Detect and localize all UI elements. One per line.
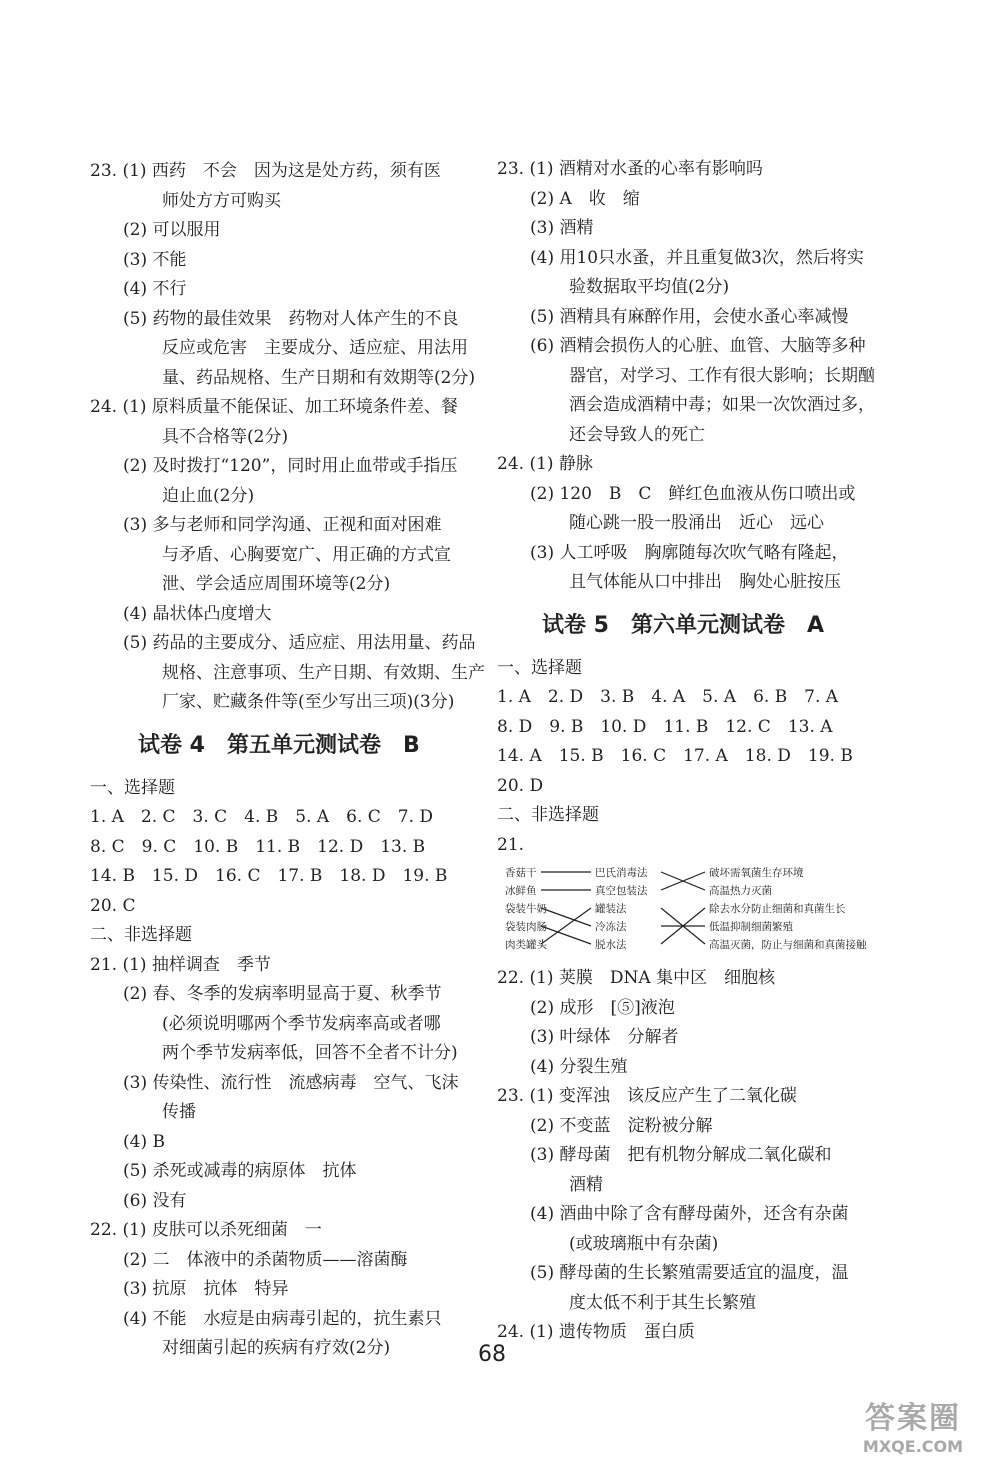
watermark bbox=[838, 1393, 988, 1456]
answer-line: (3) 抗原 抗体 特异 bbox=[123, 1279, 289, 1299]
right-bottom-section bbox=[497, 964, 917, 1348]
answer-line: 传播 bbox=[162, 1102, 196, 1122]
answer-line: (4) 晶状体凸度增大 bbox=[123, 603, 272, 624]
answer-line: 对细菌引起的疾病有疗效(2分) bbox=[162, 1338, 391, 1358]
food-label: 冰鲜鱼 bbox=[505, 885, 537, 897]
answer-line: (2) 成形 [⑤]液泡 bbox=[530, 997, 675, 1018]
method-label: 巴氏消毒法 bbox=[595, 867, 648, 879]
answer-line: 师处方方可购买 bbox=[162, 190, 281, 211]
answer-line: (4) 分裂生殖 bbox=[530, 1056, 628, 1077]
answer-line: 随心跳一股一股涌出 近心 远心 bbox=[569, 513, 824, 533]
answer-line: (5) 药物的最佳效果 药物对人体产生的不良 bbox=[123, 308, 459, 329]
answer-line: (2) 春、冬季的发病率明显高于夏、秋季节 bbox=[123, 984, 442, 1004]
answer-line: (2) 可以服用 bbox=[123, 220, 221, 240]
food-label: 肉类罐头 bbox=[505, 939, 547, 951]
answer-line: 酒会造成酒精中毒；如果一次饮酒过多， bbox=[569, 395, 875, 415]
answer-line: 一、选择题 bbox=[90, 777, 175, 798]
principle-label: 高温热力灭菌 bbox=[709, 885, 772, 897]
section-heading: 试卷 4 第五单元测试卷 B bbox=[138, 732, 420, 758]
answer-line: 验数据取平均值(2分) bbox=[569, 277, 730, 297]
principle-label: 破坏需氧菌生存环境 bbox=[709, 867, 804, 879]
food-label: 袋装牛奶 bbox=[505, 903, 547, 915]
answer-line: (4) B bbox=[123, 1131, 165, 1152]
answer-line: 泄、学会适应周围环境等(2分) bbox=[162, 574, 391, 594]
answer-line: (2) 及时拨打“120”，同时用止血带或手指压 bbox=[123, 456, 458, 476]
answer-line: 与矛盾、心胸要宽广、用正确的方式宣 bbox=[162, 544, 451, 565]
answer-line: (2) 不变蓝 淀粉被分解 bbox=[530, 1115, 713, 1136]
answer-line: (3) 人工呼吸 胸廓随每次吹气略有隆起， bbox=[530, 542, 849, 563]
answer-line: (2) 120 B C 鲜红色血液从伤口喷出或 bbox=[530, 483, 856, 504]
answer-line: (5) 酒精具有麻醉作用，会使水蚤心率减慢 bbox=[530, 306, 849, 327]
answer-line: 14. B 15. D 16. C 17. B 18. D 19. B bbox=[90, 866, 448, 886]
answer-line: 21. bbox=[497, 834, 525, 855]
answer-line: 8. C 9. C 10. B 11. B 12. D 13. B bbox=[90, 836, 426, 857]
answer-line: 24. (1) 原料质量不能保证、加工环境条件差、餐 bbox=[90, 397, 458, 417]
answer-line: 迫止血(2分) bbox=[162, 485, 255, 506]
matching-diagram bbox=[497, 860, 897, 960]
answer-line: 反应或危害 主要成分、适应症、用法用 bbox=[162, 338, 468, 358]
answer-line: 度太低不利于其生长繁殖 bbox=[569, 1292, 756, 1313]
answer-line: 24. (1) 静脉 bbox=[497, 454, 593, 474]
answer-line: (5) 杀死或减毒的病原体 抗体 bbox=[123, 1161, 357, 1181]
answer-line: 还会导致人的死亡 bbox=[569, 424, 705, 445]
answer-line: 厂家、贮藏条件等(至少写出三项)(3分) bbox=[162, 692, 455, 712]
answer-line: 具不合格等(2分) bbox=[162, 426, 289, 447]
watermark-logo: 答案圈 bbox=[865, 1401, 961, 1436]
answer-line: 一、选择题 bbox=[497, 657, 582, 678]
answer-line: (2) A 收 缩 bbox=[530, 188, 640, 209]
answer-line: 规格、注意事项、生产日期、有效期、生产 bbox=[162, 662, 485, 683]
answer-line: 二、非选择题 bbox=[497, 805, 599, 825]
food-label: 香菇干 bbox=[505, 867, 537, 879]
answer-line: 1. A 2. D 3. B 4. A 5. A 6. B 7. A bbox=[497, 687, 839, 707]
answer-line: (必须说明哪两个季节发病率高或者哪 bbox=[162, 1013, 441, 1034]
answer-line: (2) 二 体液中的杀菌物质——溶菌酶 bbox=[123, 1249, 408, 1270]
answer-line: 21. (1) 抽样调查 季节 bbox=[90, 954, 271, 975]
section-heading: 试卷 5 第六单元测试卷 A bbox=[542, 612, 824, 638]
answer-line: 二、非选择题 bbox=[90, 925, 192, 945]
answer-line: (3) 传染性、流行性 流感病毒 空气、飞沫 bbox=[123, 1072, 459, 1093]
answer-line: 23. (1) 变浑浊 该反应产生了二氧化碳 bbox=[497, 1086, 797, 1106]
food-label: 袋装肉肠 bbox=[505, 921, 547, 933]
answer-line: 酒精 bbox=[569, 1174, 603, 1195]
answer-line: (6) 没有 bbox=[123, 1190, 187, 1211]
answer-line: (4) 用10只水蚤，并且重复做3次，然后将实 bbox=[530, 247, 864, 268]
answer-line: 22. (1) 皮肤可以杀死细菌 一 bbox=[90, 1220, 322, 1240]
answer-line: 两个季节发病率低，回答不全者不计分) bbox=[162, 1043, 458, 1063]
answer-line: (或玻璃瓶中有杂菌) bbox=[569, 1233, 719, 1254]
method-label: 冷冻法 bbox=[595, 921, 627, 933]
answer-line: (3) 酒精 bbox=[530, 218, 594, 238]
answer-line: 23. (1) 酒精对水蚤的心率有影响吗 bbox=[497, 159, 763, 179]
principle-label: 除去水分防止细菌和真菌生长 bbox=[709, 903, 846, 915]
right-top-section bbox=[497, 155, 917, 860]
answer-line: 20. C bbox=[90, 895, 136, 916]
right-column bbox=[497, 155, 917, 1348]
watermark-url: MXQE.COM bbox=[862, 1437, 964, 1456]
method-label: 脱水法 bbox=[595, 939, 627, 951]
answer-line: 24. (1) 遗传物质 蛋白质 bbox=[497, 1322, 695, 1342]
principle-label: 低温抑制细菌繁殖 bbox=[709, 921, 793, 933]
answer-line: (5) 酵母菌的生长繁殖需要适宜的温度，温 bbox=[530, 1263, 849, 1283]
answer-line: 量、药品规格、生产日期和有效期等(2分) bbox=[162, 367, 476, 388]
left-column bbox=[90, 157, 490, 1364]
method-label: 罐装法 bbox=[595, 903, 627, 915]
answer-line: (4) 不能 水痘是由病毒引起的，抗生素只 bbox=[123, 1308, 442, 1329]
answer-line: 22. (1) 荚膜 DNA 集中区 细胞核 bbox=[497, 968, 776, 988]
answer-line: (5) 药品的主要成分、适应症、用法用量、药品 bbox=[123, 633, 476, 653]
answer-line: (4) 酒曲中除了含有酵母菌外，还含有杂菌 bbox=[530, 1204, 849, 1224]
method-label: 真空包装法 bbox=[595, 885, 648, 897]
answer-line: (4) 不行 bbox=[123, 279, 187, 299]
answer-line: 14. A 15. B 16. C 17. A 18. D 19. B bbox=[497, 746, 853, 766]
answer-line: (3) 酵母菌 把有机物分解成二氧化碳和 bbox=[530, 1145, 832, 1165]
food-method-link bbox=[541, 908, 591, 944]
answer-line: (3) 多与老师和同学沟通、正视和面对困难 bbox=[123, 515, 442, 535]
answer-line: 1. A 2. C 3. C 4. B 5. A 6. C 7. D bbox=[90, 807, 434, 827]
answer-line: (3) 不能 bbox=[123, 249, 187, 270]
principle-label: 高温灭菌，防止与细菌和真菌接触 bbox=[709, 939, 867, 951]
answer-line: 20. D bbox=[497, 775, 544, 796]
food-method-link bbox=[541, 926, 591, 944]
food-method-link bbox=[541, 908, 591, 926]
answer-line: 23. (1) 西药 不会 因为这是处方药，须有医 bbox=[90, 161, 441, 181]
answer-line: (3) 叶绿体 分解者 bbox=[530, 1027, 679, 1047]
answer-line: 且气体能从口中排出 胸处心脏按压 bbox=[569, 572, 841, 592]
answer-line: 8. D 9. B 10. D 11. B 12. C 13. A bbox=[497, 716, 833, 737]
page-number: 68 bbox=[478, 1342, 506, 1367]
answer-line: 器官，对学习、工作有很大影响；长期酗 bbox=[569, 365, 875, 386]
answer-line: (6) 酒精会损伤人的心脏、血管、大脑等多种 bbox=[530, 336, 866, 356]
